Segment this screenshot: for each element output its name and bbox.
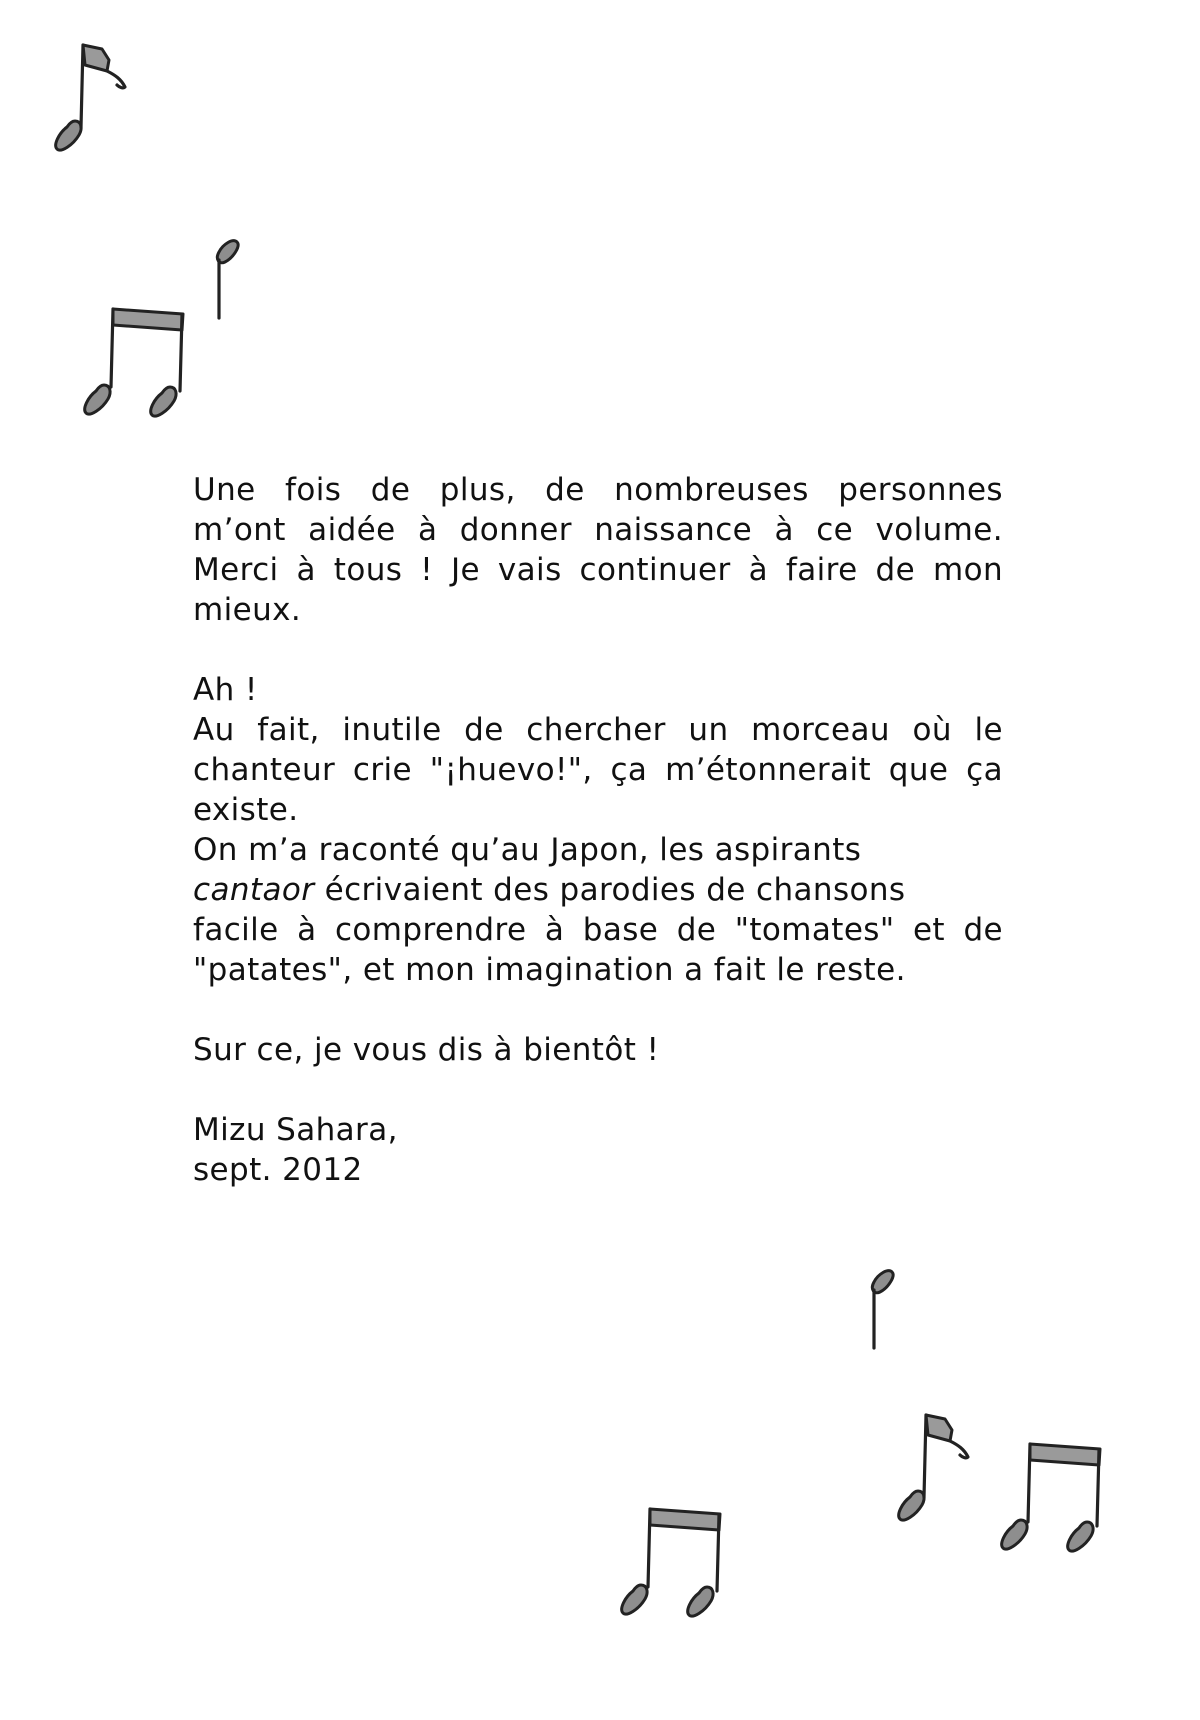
italic-word: cantaor [193, 872, 315, 908]
text-line-with-italic [193, 870, 1003, 910]
text-line: Ah ! [193, 672, 258, 708]
text-line: facile à comprendre à base de "tomates" et de [193, 912, 1003, 948]
text-line: écrivaient des parodies de chansons [324, 872, 906, 908]
text-line: "patates", et mon imagination a fait le reste. [193, 952, 906, 988]
text-line: Merci à tous ! Je vais continuer à faire de mon [193, 552, 1003, 588]
beamed-eighth-notes-icon [995, 1440, 1105, 1555]
text-line: existe. [193, 792, 299, 828]
paragraph-closing [193, 1030, 1003, 1070]
beamed-eighth-notes-icon [78, 305, 188, 420]
eighth-note-icon [888, 1405, 988, 1525]
quarter-note-icon [205, 240, 255, 330]
text-line: chanteur crie "¡huevo!", ça m’étonnerait que ça [193, 752, 1003, 788]
signature-name: Mizu Sahara, [193, 1112, 398, 1148]
quarter-note-icon [860, 1270, 910, 1360]
text-line: On m’a raconté qu’au Japon, les aspirants [193, 832, 862, 868]
paragraph-thanks [193, 470, 1003, 630]
text-line: Sur ce, je vous dis à bientôt ! [193, 1032, 660, 1068]
beamed-eighth-notes-icon [615, 1505, 725, 1620]
text-line: m’ont aidée à donner naissance à ce volume. [193, 512, 1003, 548]
signature [193, 1110, 1003, 1190]
signature-date: sept. 2012 [193, 1152, 363, 1188]
text-line: Au fait, inutile de chercher un morceau où le [193, 712, 1003, 748]
text-line: Une fois de plus, de nombreuses personnes [193, 472, 1003, 508]
letter-body [193, 470, 1003, 1190]
eighth-note-icon [45, 35, 145, 155]
paragraph-huevo [193, 670, 1003, 990]
text-line: mieux. [193, 592, 302, 628]
